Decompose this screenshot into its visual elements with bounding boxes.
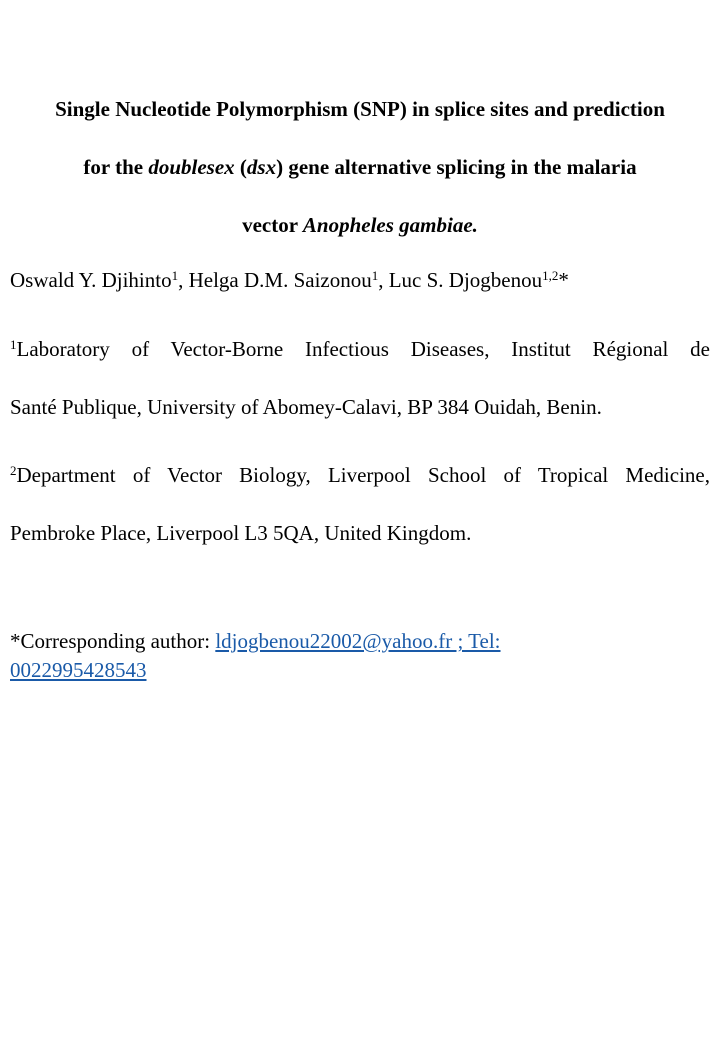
author-affiliation-marker: 1,2 [542, 267, 559, 283]
corresponding-label: *Corresponding author: [10, 629, 216, 653]
author-name: Luc S. Djogbenou [388, 268, 543, 292]
title-line-3 [10, 196, 710, 254]
paper-title [10, 80, 710, 254]
affiliation-marker: 1 [10, 336, 17, 352]
author-separator: , [178, 268, 189, 292]
gene-name-italic: doublesex [148, 155, 235, 179]
author-affiliation-marker: 1 [371, 267, 379, 283]
title-text: ( [234, 155, 247, 179]
author-list [10, 265, 710, 295]
author-separator: , [378, 268, 389, 292]
title-text: ) gene alternative splicing in the malaria [276, 155, 637, 179]
title-text: for the [83, 155, 149, 179]
affiliation-line: Santé Publique, University of Abomey-Calavi, BP 384 Ouidah, Benin. [10, 395, 602, 419]
title-line-2 [10, 138, 710, 196]
author-name: Helga D.M. Saizonou [188, 268, 372, 292]
affiliation-line [10, 320, 710, 378]
corresponding-author [10, 627, 710, 685]
corresponding-marker: * [558, 268, 569, 292]
title-text: vector [242, 213, 303, 237]
phone-link[interactable]: 0022995428543 [10, 658, 147, 682]
author-name: Oswald Y. Djihinto [10, 268, 172, 292]
species-name-italic: Anopheles gambiae. [302, 213, 478, 237]
gene-abbrev-italic: dsx [246, 155, 277, 179]
affiliation-1 [10, 320, 710, 436]
affiliation-2 [10, 446, 710, 562]
title-line-1: Single Nucleotide Polymorphism (SNP) in splice sites and prediction [55, 97, 665, 121]
affiliation-marker: 2 [10, 462, 17, 478]
affiliation-line: Pembroke Place, Liverpool L3 5QA, United Kingdom. [10, 521, 472, 545]
email-link[interactable]: ldjogbenou22002@yahoo.fr ; Tel: [215, 629, 501, 653]
affiliation-text: Department of Vector Biology, Liverpool School of Tropical Medicine, [16, 463, 710, 487]
author-affiliation-marker: 1 [171, 267, 179, 283]
affiliation-text: Laboratory of Vector-Borne Infectious Diseases, Institut Régional de [16, 337, 710, 361]
affiliation-line [10, 446, 710, 504]
